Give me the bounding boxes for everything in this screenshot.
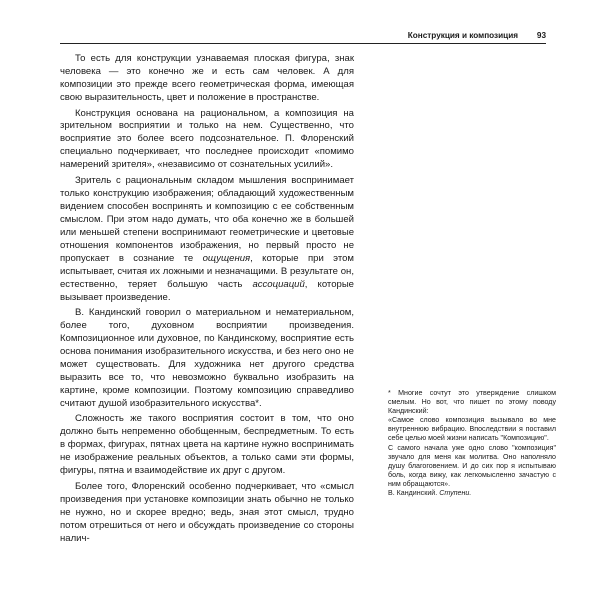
page-number: 93 — [536, 31, 546, 40]
footnote-attribution — [388, 489, 556, 498]
running-header — [60, 31, 546, 44]
paragraph: Более того, Флоренский особенно подчеркивает, что «смысл произведения при установке композиции знать обычно не только не нужно, но и скорее вредно; ведь, зная этот смысл, трудно потом отрешиться от него и обсуждать произведение со стороны налич- — [60, 480, 354, 544]
running-section-title: Конструкция и композиция — [407, 31, 518, 40]
emphasis: ассоциаций — [252, 278, 305, 290]
emphasis: ощущения — [202, 252, 251, 264]
text-run: , которые вызывает произведение. — [60, 278, 354, 303]
text-run: Зритель с рациональным складом мышления воспринимает только конструкцию изображения; обладающий художественным видением способен воспринять и композицию с ее собственным смыслом. При этом надо думать, что оба конечно же в большей или меньшей степени воспринимают геометрические и цветовые отношения компонентов изображения, но первый просто не пропускает в сознание те — [60, 174, 354, 264]
footnote-quote: «Самое слово композиция вызывало во мне внутреннюю вибрацию. Впоследствии я поставил себе целью моей жизни написать "Композицию". — [388, 416, 556, 443]
paragraph: То есть для конструкции узнаваемая плоская фигура, знак человека — это конечно же и есть сам человек. А для композиции это прежде всего геометрическая форма, имеющая свою выразительность, цвет и положение в пространстве. — [60, 53, 354, 103]
attribution-work: Ступени. — [439, 489, 472, 498]
paragraph: Конструкция основана на рациональном, а композиция на зрительном восприятии и только на нем. Существенно, что восприятие это более всего подсознательное. П. Флоренский специально подчеркивает, что последнее происходит «помимо намерений зрителя», «независимо от сознательных усилий». — [60, 107, 354, 171]
paragraph: Сложность же такого восприятия состоит в том, что оно должно быть непременно обобщенным, беспредметным. То есть в формах, фигурах, пятнах цвета на картине нужно воспринимать не изображение реальных объектов, а только сами эти формы, фигуры, пятна и взаимодействие их друг с другом. — [60, 413, 354, 477]
paragraph: В. Кандинский говорил о материальном и нематериальном, более того, духовном восприятии произведения. Композиционное или духовное, по Кандинскому, восприятие есть основа понимания изобразительного искусства, и без него оно не может существовать. Для художника нет другого средства выразить все то, что невозможно буквально изобразить на картине, кроме композиции. Поэтому композицию справедливо считают душой изобразительного искусства*. — [60, 307, 354, 409]
text-run: , которые при этом испытывает, считая их ложными и незначащими. В результате он, естественно, теряет большую часть — [60, 252, 354, 290]
attribution-author: В. Кандинский. — [388, 489, 440, 498]
paragraph — [60, 175, 354, 305]
footnote-quote: С самого начала уже одно слово "композиция" звучало для меня как молитва. Оно наполняло душу благоговением. И до сих пор я испытываю боль, когда вижу, как легкомысленно зачастую с ним обращаются». — [388, 443, 556, 488]
footnote — [388, 389, 556, 498]
footnote-intro: * Многие сочтут это утверждение слишком смелым. Но вот, что пишет по этому поводу Кандинский: — [388, 389, 556, 416]
main-text-column — [60, 53, 354, 548]
